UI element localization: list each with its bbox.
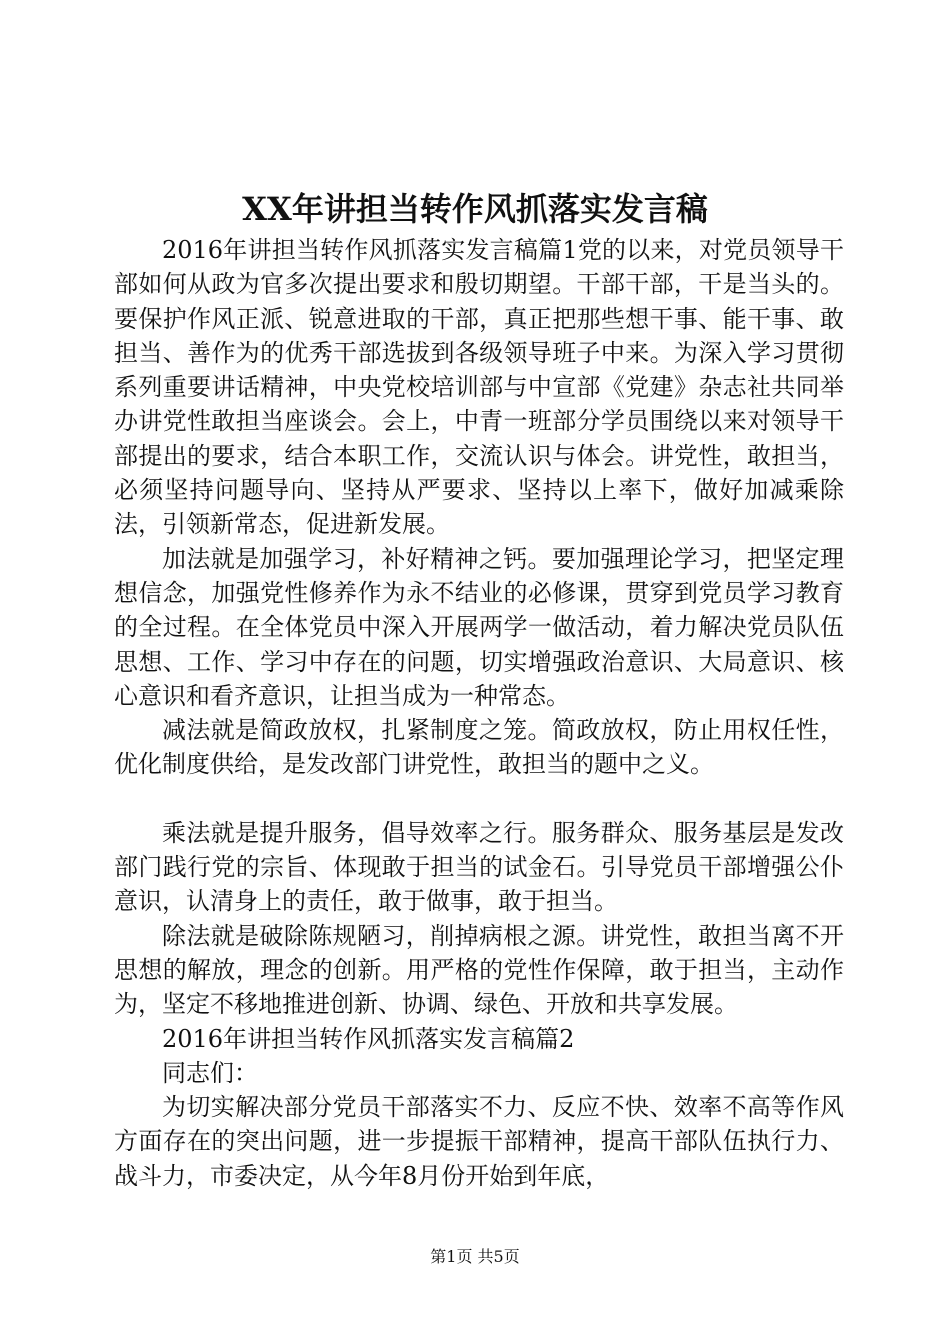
document-title: XX年讲担当转作风抓落实发言稿 [242,190,708,228]
paragraph-multiplication: 乘法就是提升服务，倡导效率之行。服务群众、服务基层是发改部门践行党的宗旨、体现敢于担当的试金石。引导党员干部增强公仆意识，认清身上的责任，敢于做事，敢于担当。 [114,818,844,916]
section-heading: 2016年讲担当转作风抓落实发言稿篇2 [162,1024,575,1053]
paragraph-intro: 2016年讲担当转作风抓落实发言稿篇1党的以来，对党员领导干部如何从政为官多次提出要求和殷切期望。干部干部，干是当头的。要保护作风正派、锐意进取的干部，真正把那些想干事、能干事、敢担当、善作为的优秀干部选拔到各级领导班子中来。为深入学习贯彻系列重要讲话精神，中央党校培训部与中宣部《党建》杂志社共同举办讲党性敢担当座谈会。会上，中青一班部分学员围绕以来对领导干部提出的要求，结合本职工作，交流认识与体会。讲党性，敢担当，必须坚持问题导向、坚持从严要求、坚持以上率下，做好加减乘除法，引领新常态，促进新发展。 [114,236,844,539]
paragraph-addition: 加法就是加强学习，补好精神之钙。要加强理论学习，把坚定理想信念，加强党性修养作为永不结业的必修课，贯穿到党员学习教育的全过程。在全体党员中深入开展两学一做活动，着力解决党员队伍思想、工作、学习中存在的问题，切实增强政治意识、大局意识、核心意识和看齐意识，让担当成为一种常态。 [114,544,844,710]
salutation: 同志们： [162,1058,258,1087]
paragraph-speech-opening: 为切实解决部分党员干部落实不力、反应不快、效率不高等作风方面存在的突出问题，进一步提振干部精神，提高干部队伍执行力、战斗力，市委决定，从今年8月份开始到年底， [114,1093,844,1190]
page-footer: 第1页 共5页 [430,1247,520,1266]
document-body [114,233,844,1193]
paragraph-subtraction: 减法就是简政放权，扎紧制度之笼。简政放权，防止用权任性，优化制度供给，是发改部门讲党性，敢担当的题中之义。 [114,716,844,779]
paragraph-division: 除法就是破除陈规陋习，削掉病根之源。讲党性，敢担当离不开思想的解放，理念的创新。用严格的党性作保障，敢于担当，主动作为，坚定不移地推进创新、协调、绿色、开放和共享发展。 [114,921,844,1019]
